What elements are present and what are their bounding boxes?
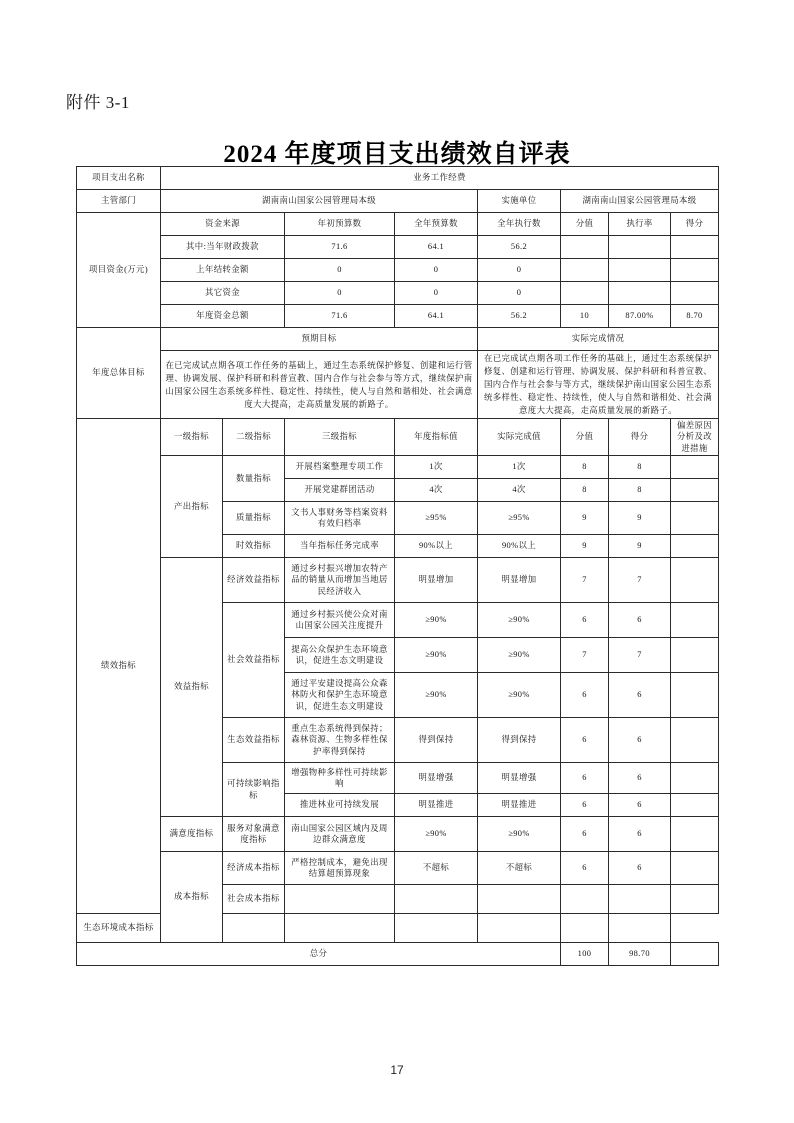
indicator-level1-output: 产出指标 [161, 456, 223, 558]
indicator-score-value: 6 [561, 603, 609, 638]
indicator-level2-ecological-benefit: 生态效益指标 [223, 718, 285, 763]
table-row-funds-item [77, 236, 719, 259]
funds-score-value-0 [561, 236, 609, 259]
indicator-header-level3: 三级指标 [285, 419, 395, 456]
funds-exec-rate-1 [609, 259, 671, 282]
table-row-funds-item [77, 259, 719, 282]
implementer-value: 湖南南山国家公园管理局本级 [561, 190, 719, 213]
implementer-label: 实施单位 [478, 190, 561, 213]
funds-score-value-2 [561, 282, 609, 305]
indicator-score-value: 7 [561, 558, 609, 603]
indicator-actual: ≥90% [478, 638, 561, 673]
indicator-score: 6 [609, 718, 671, 763]
indicator-header-score-value: 分值 [561, 419, 609, 456]
funds-score-0 [671, 236, 719, 259]
funds-header-executed: 全年执行数 [478, 213, 561, 236]
funds-exec-rate-0 [609, 236, 671, 259]
funds-score-value-1 [561, 259, 609, 282]
indicator-score: 8 [609, 479, 671, 502]
table-row-departments [77, 190, 719, 213]
indicator-score: 7 [609, 558, 671, 603]
indicator-level2-quantity: 数量指标 [223, 456, 285, 502]
funds-exec-rate-2 [609, 282, 671, 305]
indicator-header-deviation: 偏差原因分析及改进措施 [671, 419, 719, 456]
indicator-deviation [671, 817, 719, 852]
project-name-label: 项目支出名称 [77, 167, 161, 190]
table-row-project-name [77, 167, 719, 190]
indicator-actual: ≥90% [478, 673, 561, 718]
indicator-target: 4次 [395, 479, 478, 502]
annual-goal-expected-text: 在已完成试点期各项工作任务的基础上，通过生态系统保护修复、创建和运行管理、协调发展、保护科研和科普宣教、国内合作与社会参与等方式，继续保护南山国家公园生态系统多样性、稳定性、持续性，使人与自然和谐相处、社会满意度大大提高，走高质量发展的新路子。 [161, 351, 478, 419]
indicator-level3: 通过乡村振兴使公众对南山国家公园关注度提升 [285, 603, 395, 638]
indicator-level2-economic-cost: 经济成本指标 [223, 852, 285, 885]
attachment-label: 附件 3-1 [66, 93, 130, 112]
indicator-score-value: 6 [561, 718, 609, 763]
indicator-deviation [671, 718, 719, 763]
funds-score-1 [671, 259, 719, 282]
funds-annual-2: 0 [395, 282, 478, 305]
indicator-actual: 90%以上 [478, 535, 561, 558]
indicator-score: 7 [609, 638, 671, 673]
performance-self-evaluation-table [76, 166, 719, 966]
indicator-target: ≥90% [395, 638, 478, 673]
indicator-deviation [671, 852, 719, 885]
indicator-score: 9 [609, 535, 671, 558]
indicator-actual [395, 914, 478, 943]
indicator-score: 6 [609, 603, 671, 638]
indicator-target: 90%以上 [395, 535, 478, 558]
indicator-deviation [671, 479, 719, 502]
funds-header-annual-budget: 全年预算数 [395, 213, 478, 236]
indicators-row-label: 绩效指标 [77, 419, 161, 914]
indicator-header-level1: 一级指标 [161, 419, 223, 456]
funds-header-initial-budget: 年初预算数 [285, 213, 395, 236]
indicator-score: 6 [609, 852, 671, 885]
indicator-actual: 明显推进 [478, 794, 561, 817]
table-row-indicator [77, 817, 719, 852]
indicator-level3: 推进林业可持续发展 [285, 794, 395, 817]
indicator-score-value: 6 [561, 817, 609, 852]
indicator-score-value: 8 [561, 456, 609, 479]
indicator-target: 1次 [395, 456, 478, 479]
total-label: 总分 [77, 943, 561, 966]
indicator-target: 明显增强 [395, 763, 478, 794]
performance-table-container [76, 166, 718, 966]
project-name-value: 业务工作经费 [161, 167, 719, 190]
indicator-level2-sustainable-impact: 可持续影响指标 [223, 763, 285, 817]
indicator-score [561, 914, 609, 943]
funds-executed-0: 56.2 [478, 236, 561, 259]
page-number: 17 [390, 1063, 404, 1077]
indicator-target [395, 885, 478, 914]
indicator-target: 不超标 [395, 852, 478, 885]
funds-annual-3: 64.1 [395, 305, 478, 328]
indicator-score-value: 6 [561, 852, 609, 885]
funds-initial-0: 71.6 [285, 236, 395, 259]
indicator-score [609, 885, 671, 914]
indicator-actual: ≥95% [478, 502, 561, 535]
indicator-level3: 通过乡村振兴增加农特产品的销量从而增加当地居民经济收入 [285, 558, 395, 603]
indicator-level2-timeliness: 时效指标 [223, 535, 285, 558]
funds-source-0: 其中:当年财政拨款 [161, 236, 285, 259]
indicator-level2-social-cost: 社会成本指标 [223, 885, 285, 914]
funds-executed-3: 56.2 [478, 305, 561, 328]
indicator-level3: 重点生态系统得到保持；森林资源、生物多样性保护率得到保持 [285, 718, 395, 763]
indicator-actual: 4次 [478, 479, 561, 502]
funds-row-label: 项目资金(万元) [77, 213, 161, 328]
funds-executed-2: 0 [478, 282, 561, 305]
annual-goal-actual-header: 实际完成情况 [478, 328, 719, 351]
indicator-target: 明显推进 [395, 794, 478, 817]
annual-goal-row-label: 年度总体目标 [77, 328, 161, 419]
indicator-level3 [223, 914, 285, 943]
indicator-target: ≥90% [395, 817, 478, 852]
funds-initial-1: 0 [285, 259, 395, 282]
funds-exec-rate-3: 87.00% [609, 305, 671, 328]
total-score-value: 100 [561, 943, 609, 966]
funds-header-score: 得分 [671, 213, 719, 236]
funds-initial-3: 71.6 [285, 305, 395, 328]
indicator-score-value: 9 [561, 502, 609, 535]
indicator-deviation [671, 885, 719, 914]
annual-goal-actual-text: 在已完成试点期各项工作任务的基础上，通过生态系统保护修复、创建和运行管理、协调发展、保护科研和科普宣教、国内合作与社会参与等方式，继续保护南山国家公园生态系统多样性、稳定性、持续性，使人与自然和谐相处、社会满意度大大提高，走高质量发展的新路子。 [478, 351, 719, 419]
table-row-funds-item [77, 282, 719, 305]
indicator-score-value: 6 [561, 673, 609, 718]
table-row-funds-header [77, 213, 719, 236]
total-deviation [671, 943, 719, 966]
indicator-header-annual-target: 年度指标值 [395, 419, 478, 456]
indicator-actual: 得到保持 [478, 718, 561, 763]
indicator-level3: 通过平安建设提高公众森林防火和保护生态环境意识，促进生态文明建设 [285, 673, 395, 718]
indicator-score-value: 8 [561, 479, 609, 502]
indicator-level2-eco-env-cost: 生态环境成本指标 [77, 914, 161, 943]
table-row-indicator [77, 852, 719, 885]
indicator-deviation [671, 502, 719, 535]
indicator-deviation [671, 794, 719, 817]
indicator-level2-service-satisfaction: 服务对象满意度指标 [223, 817, 285, 852]
indicator-level2-economic-benefit: 经济效益指标 [223, 558, 285, 603]
indicator-score: 6 [609, 763, 671, 794]
indicator-score-value [478, 914, 561, 943]
indicator-deviation [671, 558, 719, 603]
indicator-header-score: 得分 [609, 419, 671, 456]
indicator-level3: 开展党建群团活动 [285, 479, 395, 502]
page-title: 2024 年度项目支出绩效自评表 [223, 141, 571, 168]
table-row-annual-goal-text [77, 351, 719, 419]
funds-executed-1: 0 [478, 259, 561, 282]
indicator-score-value: 6 [561, 794, 609, 817]
indicator-score: 8 [609, 456, 671, 479]
indicator-actual: 明显增强 [478, 763, 561, 794]
indicator-actual: 明显增加 [478, 558, 561, 603]
indicator-target: 得到保持 [395, 718, 478, 763]
funds-annual-1: 0 [395, 259, 478, 282]
indicator-actual: 1次 [478, 456, 561, 479]
indicator-level1-satisfaction: 满意度指标 [161, 817, 223, 852]
funds-score-2 [671, 282, 719, 305]
indicator-target: 明显增加 [395, 558, 478, 603]
indicator-actual [478, 885, 561, 914]
indicator-level2-quality: 质量指标 [223, 502, 285, 535]
total-score: 98.70 [609, 943, 671, 966]
indicator-score-value: 6 [561, 763, 609, 794]
indicator-level3: 当年指标任务完成率 [285, 535, 395, 558]
indicator-actual: ≥90% [478, 603, 561, 638]
funds-header-score-value: 分值 [561, 213, 609, 236]
funds-source-2: 其它资金 [161, 282, 285, 305]
table-row-annual-goal-header [77, 328, 719, 351]
indicator-level3 [285, 885, 395, 914]
indicator-deviation [671, 673, 719, 718]
table-row-total [77, 943, 719, 966]
indicator-header-actual-value: 实际完成值 [478, 419, 561, 456]
supervisor-label: 主管部门 [77, 190, 161, 213]
funds-header-source: 资金来源 [161, 213, 285, 236]
funds-header-exec-rate: 执行率 [609, 213, 671, 236]
funds-score-value-3: 10 [561, 305, 609, 328]
indicator-level2-social-benefit: 社会效益指标 [223, 603, 285, 718]
indicator-actual: 不超标 [478, 852, 561, 885]
supervisor-value: 湖南南山国家公园管理局本级 [161, 190, 478, 213]
indicator-level3: 提高公众保护生态环境意识，促进生态文明建设 [285, 638, 395, 673]
indicator-header-level2: 二级指标 [223, 419, 285, 456]
indicator-score: 6 [609, 673, 671, 718]
indicator-score-value: 7 [561, 638, 609, 673]
indicator-score: 6 [609, 817, 671, 852]
indicator-deviation [671, 456, 719, 479]
table-row-indicator-header [77, 419, 719, 456]
funds-score-3: 8.70 [671, 305, 719, 328]
indicator-target: ≥90% [395, 673, 478, 718]
indicator-level3: 开展档案整理专项工作 [285, 456, 395, 479]
funds-source-3: 年度资金总额 [161, 305, 285, 328]
funds-annual-0: 64.1 [395, 236, 478, 259]
funds-source-1: 上年结转金额 [161, 259, 285, 282]
indicator-level3: 南山国家公园区域内及周边群众满意度 [285, 817, 395, 852]
annual-goal-expected-header: 预期目标 [161, 328, 478, 351]
indicator-deviation [671, 603, 719, 638]
funds-initial-2: 0 [285, 282, 395, 305]
table-row-indicator [77, 456, 719, 479]
indicator-deviation [671, 638, 719, 673]
indicator-level1-cost: 成本指标 [161, 852, 223, 943]
table-row-indicator [77, 558, 719, 603]
indicator-target: ≥90% [395, 603, 478, 638]
indicator-deviation [609, 914, 671, 943]
indicator-actual: ≥90% [478, 817, 561, 852]
table-row-funds-total [77, 305, 719, 328]
indicator-level3: 增强物种多样性可持续影响 [285, 763, 395, 794]
indicator-score: 9 [609, 502, 671, 535]
indicator-level3: 文书人事财务等档案资料有效归档率 [285, 502, 395, 535]
indicator-score-value [561, 885, 609, 914]
indicator-score: 6 [609, 794, 671, 817]
indicator-target: ≥95% [395, 502, 478, 535]
indicator-score-value: 9 [561, 535, 609, 558]
indicator-level1-benefit: 效益指标 [161, 558, 223, 817]
indicator-target [285, 914, 395, 943]
indicator-deviation [671, 763, 719, 794]
indicator-level3: 严格控制成本，避免出现结算超预算现象 [285, 852, 395, 885]
indicator-deviation [671, 535, 719, 558]
